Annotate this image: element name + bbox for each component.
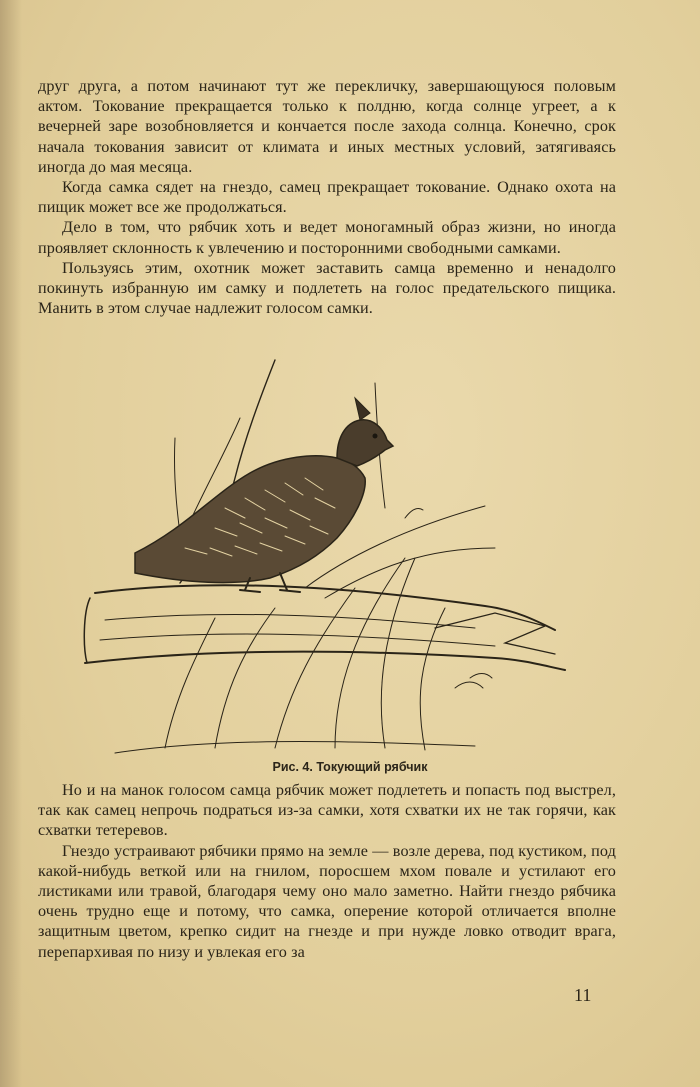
paragraph: Когда самка сядет на гнездо, самец прекращает токование. Однако охота на пищик может все же продолжаться. xyxy=(38,178,616,217)
top-text-block xyxy=(38,76,616,318)
hazel-grouse-illustration xyxy=(75,358,575,756)
paragraph: Гнездо устраивают рябчики прямо на земле — возле дерева, под кустиком, под какой-нибудь веткой или на гнилом, поросшем мхом повале и устилают его листиками или травой, благодаря чему оно мало заметно. Найти гнездо рябчика очень трудно еще и потому, что самка, оперение которой отличается вполне защитным цветом, крепко сидит на гнезде и при нужде ловко отводит врага, перепархивая по низу и увлекая его за xyxy=(38,841,616,961)
bottom-text-block xyxy=(38,780,616,962)
paragraph: Но и на манок голосом самца рябчик может подлететь и попасть под выстрел, так как самец непрочь подраться из-за самки, хотя схватки их не так горячи, как схватки тетеревов. xyxy=(38,781,616,840)
page-binding-shadow xyxy=(0,0,22,1087)
hazel-grouse-drawing xyxy=(75,358,575,756)
figure-caption: Рис. 4. Токующий рябчик xyxy=(272,760,428,774)
paragraph: Дело в том, что рябчик хоть и ведет моногамный образ жизни, но иногда проявляет склонность к увлечению и посторонними свободными самками. xyxy=(38,218,616,257)
page-number: 11 xyxy=(574,985,592,1005)
paragraph: друг друга, а потом начинают тут же перекличку, завершающуюся половым актом. Токование прекращается только к полдню, когда солнце угреет, а к вечерней заре возобновляется и кончается после захода солнца. Конечно, срок начала токования зависит от климата и иных местных условий, затягиваясь иногда до мая месяца. xyxy=(38,77,616,176)
paragraph: Пользуясь этим, охотник может заставить самца временно и ненадолго покинуть избранную им самку и подлететь на голос предательского пищика. Манить в этом случае надлежит голосом самки. xyxy=(38,258,616,318)
